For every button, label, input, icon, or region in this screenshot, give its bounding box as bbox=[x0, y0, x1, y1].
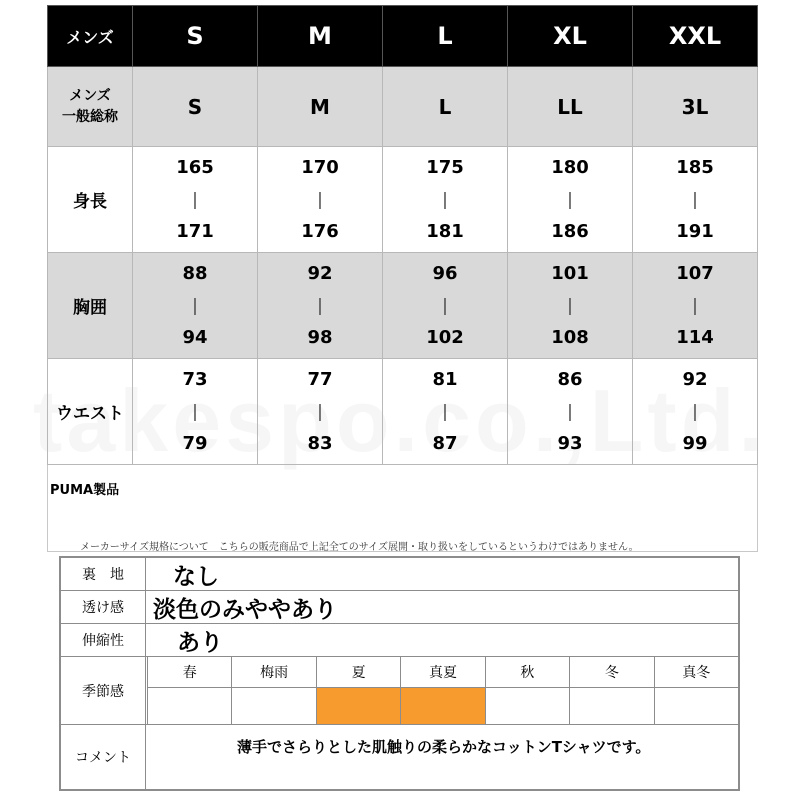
stretch-value: あり bbox=[177, 629, 223, 656]
measure-cell bbox=[383, 253, 508, 359]
measure-cell bbox=[633, 147, 758, 253]
range-separator: | bbox=[567, 295, 573, 316]
general-size-cell: 3L bbox=[633, 67, 758, 147]
general-size-label bbox=[48, 67, 133, 147]
lining-value: なし bbox=[173, 563, 219, 590]
measure-range bbox=[508, 152, 632, 248]
range-max: 79 bbox=[182, 432, 208, 454]
measure-range bbox=[383, 152, 507, 248]
measure-range bbox=[383, 258, 507, 354]
lining-label: 裏 地 bbox=[61, 558, 146, 590]
season-indicator bbox=[316, 688, 400, 724]
measure-range bbox=[383, 364, 507, 460]
size-header-cell: XXL bbox=[633, 6, 758, 67]
measure-range bbox=[133, 258, 257, 354]
range-separator: | bbox=[442, 295, 448, 316]
general-size-cell: M bbox=[258, 67, 383, 147]
size-header-row bbox=[48, 6, 758, 67]
range-separator: | bbox=[317, 295, 323, 316]
range-min: 180 bbox=[551, 156, 589, 178]
range-separator: | bbox=[442, 189, 448, 210]
measure-cell bbox=[508, 253, 633, 359]
season-name: 梅雨 bbox=[231, 657, 315, 688]
range-separator: | bbox=[692, 401, 698, 422]
season-name: 秋 bbox=[485, 657, 569, 688]
measure-cell bbox=[133, 253, 258, 359]
range-max: 191 bbox=[676, 220, 714, 242]
measure-range bbox=[633, 152, 757, 248]
general-size-cell: L bbox=[383, 67, 508, 147]
season-name: 夏 bbox=[316, 657, 400, 688]
season-indicator bbox=[654, 688, 738, 724]
attribute-table bbox=[59, 556, 740, 791]
range-min: 92 bbox=[307, 262, 333, 284]
measure-range bbox=[508, 258, 632, 354]
measure-range bbox=[258, 364, 382, 460]
range-separator: | bbox=[192, 189, 198, 210]
general-size-row bbox=[48, 67, 758, 147]
range-max: 171 bbox=[176, 220, 214, 242]
stretch-label: 伸縮性 bbox=[61, 624, 146, 656]
general-size-cell: LL bbox=[508, 67, 633, 147]
range-min: 165 bbox=[176, 156, 214, 178]
stretch-row bbox=[61, 624, 738, 657]
general-label-line2: 一般総称 bbox=[62, 108, 118, 125]
range-max: 93 bbox=[557, 432, 583, 454]
measure-range bbox=[258, 258, 382, 354]
size-header-cell: S bbox=[133, 6, 258, 67]
measure-cell bbox=[258, 359, 383, 465]
header-label: メンズ bbox=[48, 6, 133, 67]
season-label: 季節感 bbox=[61, 657, 146, 724]
range-min: 73 bbox=[182, 368, 208, 390]
transparency-row bbox=[61, 591, 738, 624]
chest-row bbox=[48, 253, 758, 359]
measure-cell bbox=[258, 253, 383, 359]
waist-row bbox=[48, 359, 758, 465]
range-separator: | bbox=[192, 401, 198, 422]
range-min: 92 bbox=[682, 368, 708, 390]
range-separator: | bbox=[692, 189, 698, 210]
range-max: 108 bbox=[551, 326, 589, 348]
range-max: 114 bbox=[676, 326, 714, 348]
season-indicator bbox=[147, 688, 231, 724]
general-size-cell: S bbox=[133, 67, 258, 147]
range-max: 87 bbox=[432, 432, 458, 454]
measure-label: 身長 bbox=[48, 147, 133, 253]
range-separator: | bbox=[567, 401, 573, 422]
range-min: 101 bbox=[551, 262, 589, 284]
size-header-cell: L bbox=[383, 6, 508, 67]
measure-range bbox=[133, 364, 257, 460]
range-min: 107 bbox=[676, 262, 714, 284]
range-max: 98 bbox=[307, 326, 333, 348]
range-min: 81 bbox=[432, 368, 458, 390]
season-indicator bbox=[569, 688, 653, 724]
season-name: 春 bbox=[147, 657, 231, 688]
size-header-cell: M bbox=[258, 6, 383, 67]
height-row bbox=[48, 147, 758, 253]
range-max: 94 bbox=[182, 326, 208, 348]
measure-cell bbox=[133, 147, 258, 253]
measure-cell bbox=[258, 147, 383, 253]
measure-range bbox=[133, 152, 257, 248]
lining-row bbox=[61, 558, 738, 591]
size-disclaimer: メーカーサイズ規格について こちらの販売商品で上記全てのサイズ展開・取り扱いをしているというわけではありません。 bbox=[80, 542, 639, 553]
measure-range bbox=[258, 152, 382, 248]
range-min: 88 bbox=[182, 262, 208, 284]
size-header-cell: XL bbox=[508, 6, 633, 67]
range-min: 170 bbox=[301, 156, 339, 178]
measure-range bbox=[508, 364, 632, 460]
measure-cell bbox=[508, 359, 633, 465]
measure-label: 胸囲 bbox=[48, 253, 133, 359]
measure-cell bbox=[508, 147, 633, 253]
size-table bbox=[47, 5, 758, 552]
transparency-label: 透け感 bbox=[61, 591, 146, 623]
range-separator: | bbox=[442, 401, 448, 422]
season-name: 冬 bbox=[569, 657, 653, 688]
range-max: 99 bbox=[682, 432, 708, 454]
range-min: 175 bbox=[426, 156, 464, 178]
range-separator: | bbox=[692, 295, 698, 316]
range-min: 185 bbox=[676, 156, 714, 178]
season-indicator bbox=[400, 688, 484, 724]
measure-range bbox=[633, 258, 757, 354]
season-name: 真夏 bbox=[400, 657, 484, 688]
range-separator: | bbox=[317, 189, 323, 210]
general-label-line1: メンズ bbox=[69, 87, 111, 104]
season-name: 真冬 bbox=[654, 657, 738, 688]
range-separator: | bbox=[317, 401, 323, 422]
range-min: 77 bbox=[307, 368, 333, 390]
transparency-value: 淡色のみややあり bbox=[153, 596, 337, 623]
range-max: 176 bbox=[301, 220, 339, 242]
range-max: 186 bbox=[551, 220, 589, 242]
comment-value: 薄手でさらりとした肌触りの柔らかなコットンTシャツです。 bbox=[237, 737, 651, 756]
range-separator: | bbox=[567, 189, 573, 210]
range-min: 96 bbox=[432, 262, 458, 284]
measure-cell bbox=[383, 359, 508, 465]
comment-label: コメント bbox=[61, 725, 146, 789]
range-max: 181 bbox=[426, 220, 464, 242]
measure-cell bbox=[133, 359, 258, 465]
measure-cell bbox=[383, 147, 508, 253]
range-min: 86 bbox=[557, 368, 583, 390]
measure-cell bbox=[633, 359, 758, 465]
measure-range bbox=[633, 364, 757, 460]
season-row bbox=[61, 657, 738, 725]
range-max: 102 bbox=[426, 326, 464, 348]
season-grid bbox=[147, 657, 738, 724]
season-indicator bbox=[485, 688, 569, 724]
measure-label: ウエスト bbox=[48, 359, 133, 465]
range-max: 83 bbox=[307, 432, 333, 454]
range-separator: | bbox=[192, 295, 198, 316]
comment-row bbox=[61, 725, 738, 789]
measure-cell bbox=[633, 253, 758, 359]
brand-note: PUMA製品 bbox=[48, 465, 758, 552]
season-indicator bbox=[231, 688, 315, 724]
